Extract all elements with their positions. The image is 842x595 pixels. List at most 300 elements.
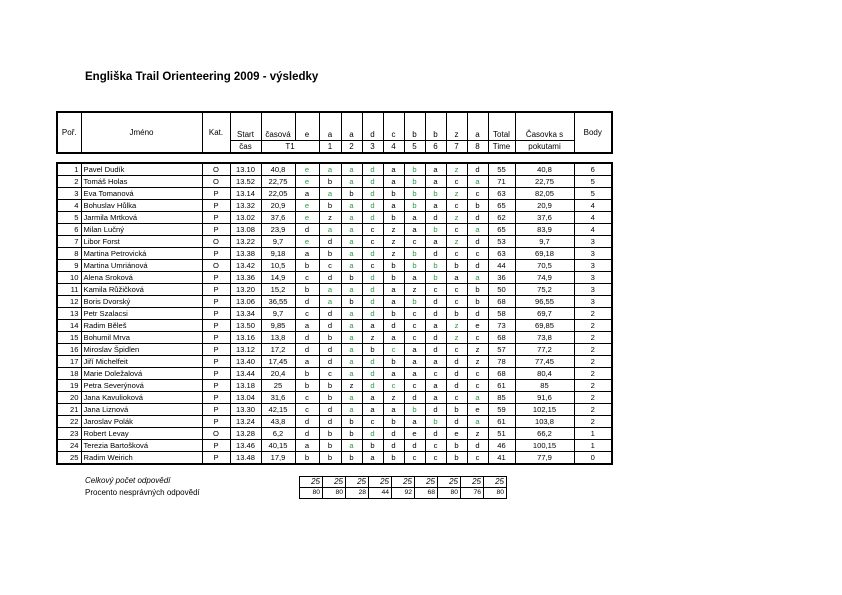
count-cell: 25 [484, 477, 507, 488]
points: 2 [574, 319, 612, 331]
start-time: 13.34 [230, 307, 261, 319]
rank: 20 [57, 391, 81, 403]
points: 2 [574, 379, 612, 391]
answer-cell: c [425, 283, 446, 295]
answer-cell: d [319, 403, 341, 415]
answer-cell: z [319, 211, 341, 223]
answer-cell: a [341, 343, 362, 355]
points: 3 [574, 283, 612, 295]
answer-cell: c [446, 295, 467, 307]
penalty-time: 77,9 [515, 451, 574, 464]
answer-cell: c [295, 403, 319, 415]
table-row [57, 295, 612, 307]
answer-cell: c [319, 367, 341, 379]
answer-cell: b [295, 451, 319, 464]
answer-cell: e [295, 199, 319, 211]
answer-cell: a [341, 259, 362, 271]
total-time: 68 [488, 367, 515, 379]
answer-cell: z [362, 331, 383, 343]
answer-cell: b [362, 439, 383, 451]
total-time: 50 [488, 283, 515, 295]
rank: 3 [57, 187, 81, 199]
answer-cell: a [383, 175, 404, 187]
table-row [57, 427, 612, 439]
answer-cell: d [362, 367, 383, 379]
answer-cell: d [362, 247, 383, 259]
answer-cell: a [319, 283, 341, 295]
answer-cell: a [383, 403, 404, 415]
t1-time: 13,8 [261, 331, 295, 343]
answer-cell: d [404, 439, 425, 451]
points: 0 [574, 451, 612, 464]
points: 6 [574, 163, 612, 176]
name: Pavel Dudík [81, 163, 202, 176]
answer-cell: a [404, 271, 425, 283]
count-cell: 25 [323, 477, 346, 488]
answer-cell: a [341, 199, 362, 211]
start-time: 13.12 [230, 343, 261, 355]
answer-cell: b [383, 451, 404, 464]
answer-cell: c [404, 451, 425, 464]
answer-cell: a [295, 355, 319, 367]
answer-cell: z [383, 223, 404, 235]
start-time: 13.20 [230, 283, 261, 295]
rank: 2 [57, 175, 81, 187]
answer-cell: d [362, 355, 383, 367]
answer-cell: a [383, 283, 404, 295]
answer-cell: a [341, 439, 362, 451]
answer-cell: c [446, 283, 467, 295]
points: 2 [574, 355, 612, 367]
col-casovka-pokutami: pokutami [515, 140, 574, 153]
answer-cell: b [404, 175, 425, 187]
col-total: Total [488, 112, 515, 140]
col-start-cas: čas [230, 140, 261, 153]
category: P [202, 415, 230, 427]
t1-time: 37,6 [261, 211, 295, 223]
penalty-time: 77,2 [515, 343, 574, 355]
footer-row [300, 488, 507, 499]
points: 2 [574, 415, 612, 427]
answer-cell: a [341, 355, 362, 367]
t1-time: 36,55 [261, 295, 295, 307]
answer-cell: a [341, 247, 362, 259]
t1-time: 15,2 [261, 283, 295, 295]
rank: 11 [57, 283, 81, 295]
rank: 14 [57, 319, 81, 331]
col-time: Time [488, 140, 515, 153]
name: Jana Kavulioková [81, 391, 202, 403]
category: P [202, 187, 230, 199]
t1-time: 42,15 [261, 403, 295, 415]
penalty-time: 100,15 [515, 439, 574, 451]
answer-cell: a [341, 211, 362, 223]
name: Boris Dvorský [81, 295, 202, 307]
t1-time: 9,7 [261, 235, 295, 247]
answer-key-7: z [446, 112, 467, 140]
rank: 17 [57, 355, 81, 367]
penalty-time: 85 [515, 379, 574, 391]
col-num-5: 5 [404, 140, 425, 153]
answer-cell: c [467, 331, 488, 343]
table-row [57, 259, 612, 271]
answer-cell: d [383, 427, 404, 439]
rank: 4 [57, 199, 81, 211]
category: O [202, 163, 230, 176]
rank: 15 [57, 331, 81, 343]
answer-cell: a [425, 319, 446, 331]
penalty-time: 69,85 [515, 319, 574, 331]
total-time: 68 [488, 295, 515, 307]
penalty-time: 69,18 [515, 247, 574, 259]
name: Petra Severýnová [81, 379, 202, 391]
name: Alena Sroková [81, 271, 202, 283]
rank: 1 [57, 163, 81, 176]
name: Jaroslav Polák [81, 415, 202, 427]
answer-cell: c [404, 319, 425, 331]
category: P [202, 307, 230, 319]
answer-cell: b [341, 295, 362, 307]
footer-label-percent: Procento nesprávných odpovědí [85, 488, 200, 497]
t1-time: 23,9 [261, 223, 295, 235]
table-row [57, 319, 612, 331]
penalty-time: 75,2 [515, 283, 574, 295]
answer-cell: b [319, 331, 341, 343]
t1-time: 25 [261, 379, 295, 391]
answer-cell: a [383, 163, 404, 176]
name: Eva Tomanová [81, 187, 202, 199]
rank: 23 [57, 427, 81, 439]
answer-cell: c [425, 451, 446, 464]
answer-cell: a [341, 319, 362, 331]
total-time: 65 [488, 199, 515, 211]
penalty-time: 102,15 [515, 403, 574, 415]
answer-cell: a [467, 271, 488, 283]
col-num-2: 2 [341, 140, 362, 153]
answer-cell: z [446, 319, 467, 331]
table-row [57, 235, 612, 247]
answer-cell: d [362, 175, 383, 187]
answer-cell: b [341, 451, 362, 464]
rank: 13 [57, 307, 81, 319]
total-time: 61 [488, 415, 515, 427]
points: 3 [574, 247, 612, 259]
answer-cell: a [425, 175, 446, 187]
answer-cell: b [295, 283, 319, 295]
total-time: 51 [488, 427, 515, 439]
answer-cell: c [362, 415, 383, 427]
answer-cell: d [295, 223, 319, 235]
answer-cell: d [425, 427, 446, 439]
answer-key-4: c [383, 112, 404, 140]
answer-cell: a [425, 355, 446, 367]
answer-key-3: d [362, 112, 383, 140]
table-row [57, 247, 612, 259]
name: Jana Liznová [81, 403, 202, 415]
percent-cell: 76 [461, 488, 484, 499]
answer-cell: a [341, 223, 362, 235]
total-time: 78 [488, 355, 515, 367]
points: 2 [574, 307, 612, 319]
category: P [202, 379, 230, 391]
t1-time: 22,05 [261, 187, 295, 199]
answer-cell: d [446, 415, 467, 427]
answer-cell: b [319, 247, 341, 259]
penalty-time: 96,55 [515, 295, 574, 307]
rank: 24 [57, 439, 81, 451]
total-time: 57 [488, 343, 515, 355]
answer-cell: d [425, 307, 446, 319]
answer-cell: d [446, 367, 467, 379]
answer-cell: d [425, 211, 446, 223]
answer-cell: b [362, 343, 383, 355]
answer-cell: b [467, 283, 488, 295]
answer-cell: a [404, 343, 425, 355]
category: P [202, 403, 230, 415]
points: 4 [574, 199, 612, 211]
answer-cell: a [319, 163, 341, 176]
table-row [57, 379, 612, 391]
category: P [202, 199, 230, 211]
answer-cell: b [425, 223, 446, 235]
answer-cell: b [383, 355, 404, 367]
category: P [202, 295, 230, 307]
total-time: 44 [488, 259, 515, 271]
total-time: 41 [488, 451, 515, 464]
penalty-time: 20,9 [515, 199, 574, 211]
answer-cell: z [383, 247, 404, 259]
answer-key-1: a [319, 112, 341, 140]
answer-cell: c [446, 391, 467, 403]
answer-key-5: b [404, 112, 425, 140]
name: Bohumil Mrva [81, 331, 202, 343]
start-time: 13.52 [230, 175, 261, 187]
table-row [57, 307, 612, 319]
answer-cell: a [319, 223, 341, 235]
penalty-time: 70,5 [515, 259, 574, 271]
answer-cell: b [383, 415, 404, 427]
penalty-time: 66,2 [515, 427, 574, 439]
answer-cell: a [404, 355, 425, 367]
answer-cell: a [341, 283, 362, 295]
answer-cell: z [383, 235, 404, 247]
answer-cell: d [362, 271, 383, 283]
table-row [57, 391, 612, 403]
answer-cell: d [362, 295, 383, 307]
table-row [57, 175, 612, 187]
name: Petr Szalacsi [81, 307, 202, 319]
rank: 9 [57, 259, 81, 271]
start-time: 13.48 [230, 451, 261, 464]
percent-cell: 80 [484, 488, 507, 499]
answer-cell: c [446, 175, 467, 187]
answer-cell: b [446, 403, 467, 415]
col-casova: časová [261, 112, 295, 140]
answer-cell: z [467, 343, 488, 355]
count-cell: 25 [415, 477, 438, 488]
answer-cell: c [383, 379, 404, 391]
answer-cell: b [467, 295, 488, 307]
table-row [57, 403, 612, 415]
count-cell: 25 [369, 477, 392, 488]
answer-cell: a [446, 271, 467, 283]
penalty-time: 9,7 [515, 235, 574, 247]
start-time: 13.40 [230, 355, 261, 367]
start-time: 13.14 [230, 187, 261, 199]
start-time: 13.42 [230, 259, 261, 271]
total-time: 53 [488, 235, 515, 247]
percent-cell: 80 [300, 488, 323, 499]
answer-cell: c [467, 379, 488, 391]
percent-cell: 28 [346, 488, 369, 499]
points: 5 [574, 187, 612, 199]
answer-cell: d [295, 343, 319, 355]
penalty-time: 22,75 [515, 175, 574, 187]
answer-cell: b [404, 163, 425, 176]
rank: 25 [57, 451, 81, 464]
answer-cell: b [319, 451, 341, 464]
answer-cell: c [362, 223, 383, 235]
penalty-time: 91,6 [515, 391, 574, 403]
name: Terezia Bartošková [81, 439, 202, 451]
rank: 10 [57, 271, 81, 283]
answer-cell: c [404, 379, 425, 391]
answer-cell: a [362, 451, 383, 464]
start-time: 13.36 [230, 271, 261, 283]
col-start: Start [230, 112, 261, 140]
answer-cell: d [319, 271, 341, 283]
col-casovka: Časovka s [515, 112, 574, 140]
answer-cell: b [383, 187, 404, 199]
answer-cell: d [295, 295, 319, 307]
answer-cell: b [341, 187, 362, 199]
start-time: 13.02 [230, 211, 261, 223]
points: 2 [574, 343, 612, 355]
answer-key-6: b [425, 112, 446, 140]
answer-cell: a [383, 199, 404, 211]
rank: 16 [57, 343, 81, 355]
percent-cell: 68 [415, 488, 438, 499]
answer-cell: a [341, 307, 362, 319]
points: 1 [574, 439, 612, 451]
points: 3 [574, 259, 612, 271]
count-cell: 25 [392, 477, 415, 488]
answer-cell: e [467, 403, 488, 415]
total-time: 63 [488, 247, 515, 259]
answer-cell: b [446, 259, 467, 271]
answer-cell: a [319, 295, 341, 307]
percent-cell: 80 [438, 488, 461, 499]
answer-cell: b [319, 175, 341, 187]
results-sheet [56, 111, 613, 465]
table-row [57, 367, 612, 379]
total-time: 62 [488, 211, 515, 223]
answer-cell: c [404, 307, 425, 319]
col-por: Poř. [61, 127, 77, 137]
footer-stats [299, 476, 507, 499]
penalty-time: 74,9 [515, 271, 574, 283]
t1-time: 40,15 [261, 439, 295, 451]
answer-cell: d [467, 235, 488, 247]
col-num-1: 1 [319, 140, 341, 153]
answer-cell: b [404, 295, 425, 307]
category: P [202, 451, 230, 464]
category: O [202, 259, 230, 271]
answer-cell: z [446, 187, 467, 199]
total-time: 63 [488, 187, 515, 199]
category: P [202, 247, 230, 259]
count-cell: 25 [346, 477, 369, 488]
answer-cell: d [362, 199, 383, 211]
col-kat: Kat. [202, 112, 230, 153]
category: P [202, 391, 230, 403]
answer-cell: d [362, 379, 383, 391]
answer-cell: a [383, 367, 404, 379]
answer-cell: c [404, 235, 425, 247]
answer-cell: c [362, 235, 383, 247]
table-row [57, 343, 612, 355]
start-time: 13.06 [230, 295, 261, 307]
answer-cell: d [425, 295, 446, 307]
answer-cell: d [467, 163, 488, 176]
answer-cell: d [319, 319, 341, 331]
col-num-3: 3 [362, 140, 383, 153]
answer-cell: b [383, 271, 404, 283]
start-time: 13.10 [230, 163, 261, 176]
t1-time: 10,5 [261, 259, 295, 271]
footer-label-count: Celkový počet odpovědí [85, 476, 171, 485]
count-cell: 25 [461, 477, 484, 488]
t1-time: 9,7 [261, 307, 295, 319]
t1-time: 17,2 [261, 343, 295, 355]
answer-cell: c [467, 451, 488, 464]
points: 1 [574, 427, 612, 439]
results-header [56, 111, 613, 154]
answer-cell: a [467, 415, 488, 427]
points: 5 [574, 175, 612, 187]
table-row [57, 451, 612, 464]
total-time: 68 [488, 331, 515, 343]
answer-cell: c [404, 331, 425, 343]
rank: 7 [57, 235, 81, 247]
answer-cell: c [446, 247, 467, 259]
category: P [202, 271, 230, 283]
answer-cell: a [467, 391, 488, 403]
answer-cell: a [319, 187, 341, 199]
answer-cell: a [383, 331, 404, 343]
table-row [57, 211, 612, 223]
points: 4 [574, 211, 612, 223]
penalty-time: 69,7 [515, 307, 574, 319]
name: Radim Běleš [81, 319, 202, 331]
answer-cell: a [404, 211, 425, 223]
answer-cell: d [319, 415, 341, 427]
answer-cell: c [467, 367, 488, 379]
start-time: 13.50 [230, 319, 261, 331]
answer-cell: a [362, 319, 383, 331]
t1-time: 20,4 [261, 367, 295, 379]
answer-cell: z [446, 331, 467, 343]
answer-cell: d [446, 355, 467, 367]
answer-cell: e [295, 175, 319, 187]
answer-cell: z [467, 427, 488, 439]
t1-time: 9,18 [261, 247, 295, 259]
total-time: 61 [488, 379, 515, 391]
penalty-time: 80,4 [515, 367, 574, 379]
name: Jiří Michelfeit [81, 355, 202, 367]
table-row [57, 439, 612, 451]
answer-cell: b [467, 199, 488, 211]
